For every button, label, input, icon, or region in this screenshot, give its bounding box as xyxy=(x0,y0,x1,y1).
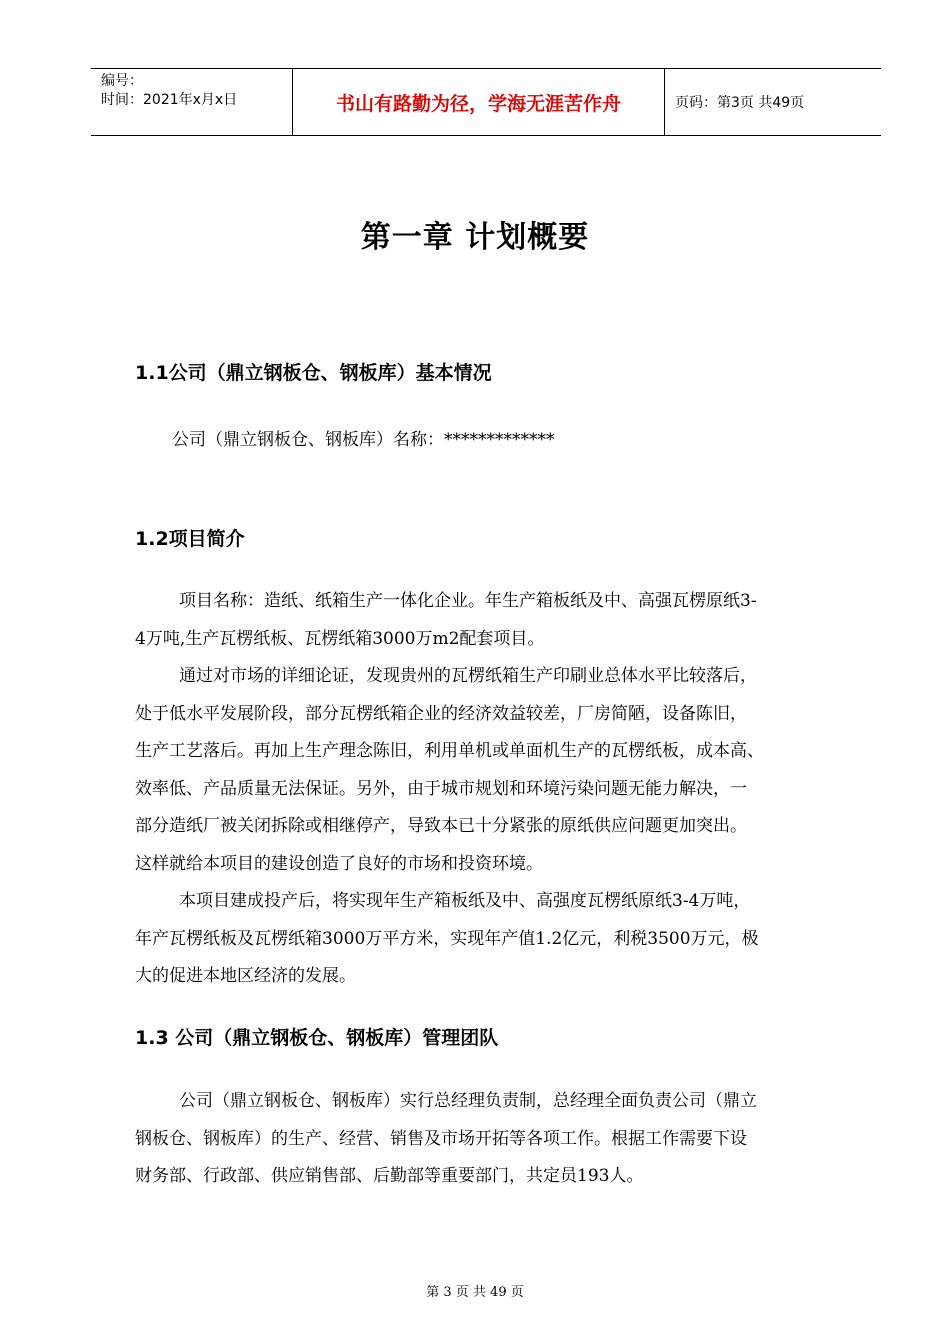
paragraph-line: 生产工艺落后。再加上生产理念陈旧，利用单机或单面机生产的瓦楞纸板，成本高、 xyxy=(135,741,764,761)
paragraph-line: 项目名称：造纸、纸箱生产一体化企业。年生产箱板纸及中、高强瓦楞原纸3- xyxy=(179,591,757,611)
paragraph-line: 这样就给本项目的建设创造了良好的市场和投资环境。 xyxy=(135,853,543,874)
section-heading-1-3: 1.3 公司（鼎立钢板仓、钢板库）管理团队 xyxy=(135,1027,499,1049)
paragraph-line: 部分造纸厂被关闭拆除或相继停产，导致本已十分紧张的原纸供应问题更加突出。 xyxy=(135,816,747,836)
section-heading-1-2: 1.2项目简介 xyxy=(135,528,245,550)
paragraph-line: 4万吨,生产瓦楞纸板、瓦楞纸箱3000万m2配套项目。 xyxy=(135,628,545,649)
paragraph-line: 财务部、行政部、供应销售部、后勤部等重要部门，共定员193人。 xyxy=(135,1166,644,1186)
header-page-info: 页码：第3页 共49页 xyxy=(675,95,805,111)
header-meta-cell xyxy=(91,69,293,135)
paragraph-line: 效率低、产品质量无法保证。另外，由于城市规划和环境污染问题无能力解决，一 xyxy=(135,778,747,799)
project-outcome-paragraph xyxy=(135,883,850,996)
document-header xyxy=(91,68,881,136)
page-footer: 第 3 页 共 49 页 xyxy=(426,1285,524,1300)
number-label: 编号： xyxy=(101,73,143,89)
paragraph-line: 大的促进本地区经济的发展。 xyxy=(135,966,356,986)
section-heading-1-1: 1.1公司（鼎立钢板仓、钢板库）基本情况 xyxy=(135,362,492,384)
paragraph-line: 年产瓦楞纸板及瓦楞纸箱3000万平方米，实现年产值1.2亿元，利税3500万元，极 xyxy=(135,928,759,949)
company-name-line: 公司（鼎立钢板仓、钢板库）名称：************* xyxy=(172,430,555,450)
management-team-paragraph xyxy=(135,1083,850,1196)
paragraph-line: 公司（鼎立钢板仓、钢板库）实行总经理负责制，总经理全面负责公司（鼎立 xyxy=(179,1091,757,1111)
project-name-paragraph xyxy=(135,583,850,658)
header-motto: 书山有路勤为径，学海无涯苦作舟 xyxy=(293,69,665,135)
paragraph-line: 本项目建成投产后，将实现年生产箱板纸及中、高强度瓦楞纸原纸3-4万吨， xyxy=(179,891,751,911)
paragraph-line: 钢板仓、钢板库）的生产、经营、销售及市场开拓等各项工作。根据工作需要下设 xyxy=(135,1128,747,1149)
time-label: 时间：2021年x月x日 xyxy=(101,92,238,108)
paragraph-line: 处于低水平发展阶段，部分瓦楞纸箱企业的经济效益较差，厂房简陋，设备陈旧， xyxy=(135,703,747,724)
chapter-title: 第一章 计划概要 xyxy=(360,220,590,255)
paragraph-line: 通过对市场的详细论证，发现贵州的瓦楞纸箱生产印刷业总体水平比较落后， xyxy=(179,666,757,686)
market-analysis-paragraph xyxy=(135,658,850,883)
